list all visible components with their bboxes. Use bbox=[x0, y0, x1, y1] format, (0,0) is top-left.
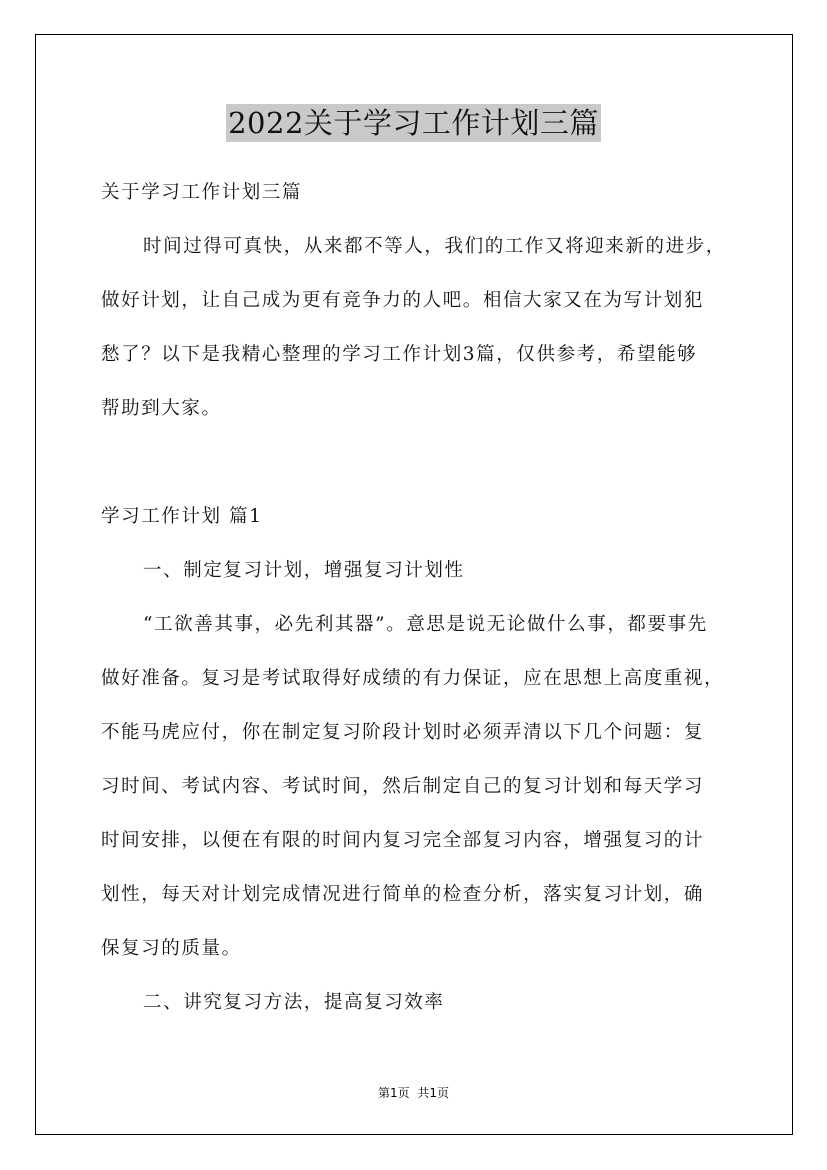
paragraph-line: 做好计划，让自己成为更有竞争力的人吧。相信大家又在为写计划犯 bbox=[101, 290, 705, 311]
paragraph-line: 时间安排，以便在有限的时间内复习完全部复习内容，增强复习的计 bbox=[101, 830, 705, 851]
blank-line bbox=[101, 446, 741, 500]
paragraph-line: “工欲善其事，必先利其器”。意思是说无论做什么事，都要事先 bbox=[143, 614, 708, 635]
page-footer bbox=[0, 1084, 827, 1101]
document-body bbox=[101, 176, 741, 1040]
subsection-heading: 二、讲究复习方法，提高复习效率 bbox=[143, 992, 445, 1013]
paragraph-line: 做好准备。复习是考试取得好成绩的有力保证，应在思想上高度重视， bbox=[101, 668, 725, 689]
paragraph-line: 保复习的质量。 bbox=[101, 938, 242, 959]
paragraph-line: 愁了？以下是我精心整理的学习工作计划3篇，仅供参考，希望能够 bbox=[101, 344, 698, 365]
paragraph-line: 帮助到大家。 bbox=[101, 398, 222, 419]
paragraph-line: 划性，每天对计划完成情况进行简单的检查分析，落实复习计划，确 bbox=[101, 884, 705, 905]
subsection-heading: 一、制定复习计划，增强复习计划性 bbox=[143, 560, 465, 581]
page-total: 共1页 bbox=[417, 1086, 450, 1100]
paragraph-line: 时间过得可真快，从来都不等人，我们的工作又将迎来新的进步， bbox=[143, 236, 726, 257]
title-area bbox=[0, 104, 827, 142]
section-heading: 学习工作计划 篇1 bbox=[101, 506, 263, 527]
subtitle: 关于学习工作计划三篇 bbox=[101, 182, 303, 203]
paragraph-line: 习时间、考试内容、考试时间，然后制定自己的复习计划和每天学习 bbox=[101, 776, 705, 797]
page-number: 第1页 bbox=[377, 1086, 410, 1100]
document-title: 2022关于学习工作计划三篇 bbox=[228, 106, 599, 140]
paragraph-line: 不能马虎应付，你在制定复习阶段计划时必须弄清以下几个问题：复 bbox=[101, 722, 705, 743]
